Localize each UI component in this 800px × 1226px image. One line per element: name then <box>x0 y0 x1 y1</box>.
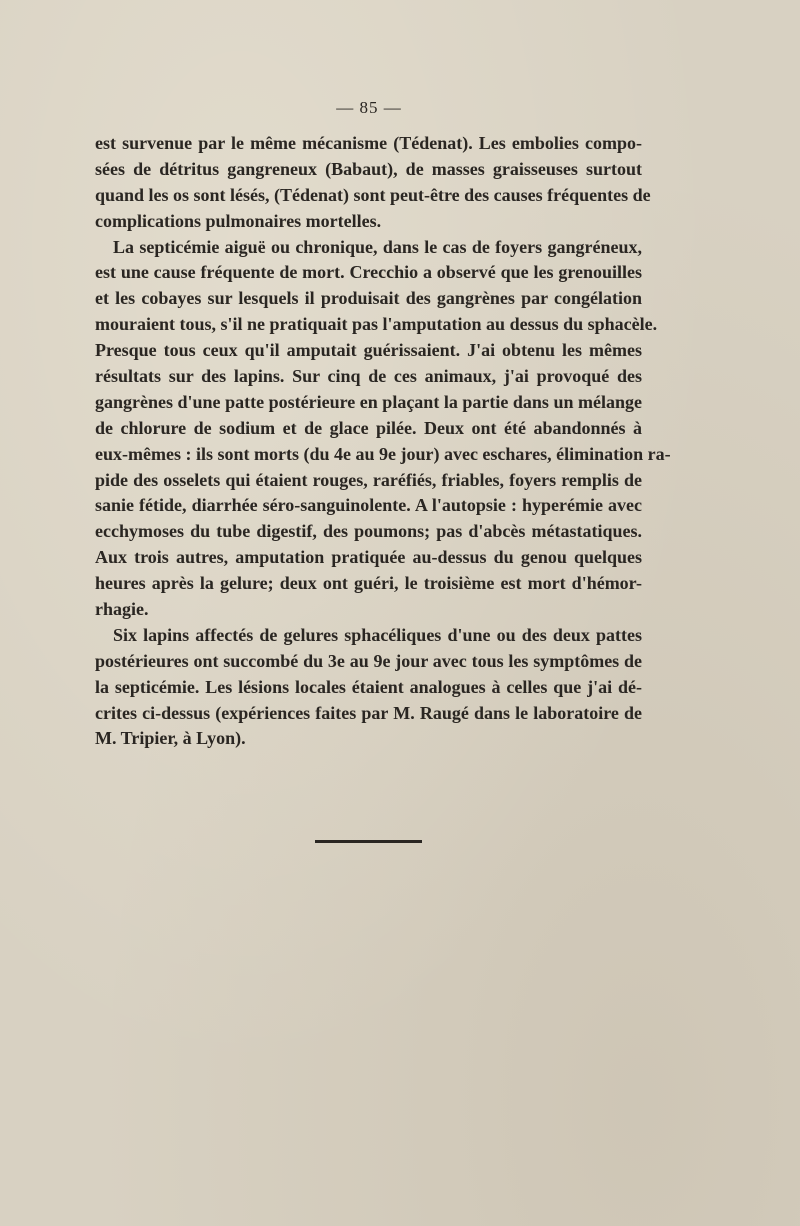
page-number: — 85 — <box>336 98 402 117</box>
text-line: Six lapins affectés de gelures sphacéliques d'une ou des deux pattes <box>113 624 642 645</box>
text-line: M. Tripier, à Lyon). <box>95 728 246 749</box>
text-line: complications pulmonaires mortelles. <box>95 210 382 231</box>
text-line: sées de détritus gangreneux (Babaut), de masses graisseuses surtout <box>95 158 642 179</box>
text-line: est une cause fréquente de mort. Crecchio a observé que les grenouilles <box>95 262 642 283</box>
text-line: mouraient tous, s'il ne pratiquait pas l'amputation au dessus du sphacèle. <box>95 314 658 335</box>
text-line: quand les os sont lésés, (Tédenat) sont peut-être des causes fréquentes de <box>95 184 651 205</box>
text-line: résultats sur des lapins. Sur cinq de ces animaux, j'ai provoqué des <box>95 366 642 387</box>
text-line: gangrènes d'une patte postérieure en plaçant la partie dans un mélange <box>95 391 642 412</box>
text-line: Presque tous ceux qu'il amputait guérissaient. J'ai obtenu les mêmes <box>95 340 642 361</box>
text-line: pide des osselets qui étaient rouges, raréfiés, friables, foyers remplis de <box>95 469 642 490</box>
body-text <box>95 131 671 752</box>
text-line: postérieures ont succombé du 3e au 9e jour avec tous les symptômes de <box>95 650 642 671</box>
text-line: et les cobayes sur lesquels il produisait des gangrènes par congélation <box>95 288 642 309</box>
text-line: Aux trois autres, amputation pratiquée au-dessus du genou quelques <box>95 547 642 568</box>
text-line: rhagie. <box>95 599 149 620</box>
text-line: La septicémie aiguë ou chronique, dans le cas de foyers gangréneux, <box>113 236 642 257</box>
text-line: sanie fétide, diarrhée séro-sanguinolente. A l'autopsie : hyperémie avec <box>95 495 642 516</box>
text-line: est survenue par le même mécanisme (Tédenat). Les embolies compo- <box>95 133 642 153</box>
text-line: ecchymoses du tube digestif, des poumons; pas d'abcès métastatiques. <box>95 521 642 542</box>
text-line: la septicémie. Les lésions locales étaient analogues à celles que j'ai dé- <box>95 676 642 697</box>
text-line: de chlorure de sodium et de glace pilée. Deux ont été abandonnés à <box>95 417 642 438</box>
section-end-rule <box>315 840 422 843</box>
text-line: eux-mêmes : ils sont morts (du 4e au 9e jour) avec eschares, élimination ra- <box>95 443 671 464</box>
text-line: heures après la gelure; deux ont guéri, le troisième est mort d'hémor- <box>95 573 642 594</box>
text-line: crites ci-dessus (expériences faites par M. Raugé dans le laboratoire de <box>95 702 642 723</box>
